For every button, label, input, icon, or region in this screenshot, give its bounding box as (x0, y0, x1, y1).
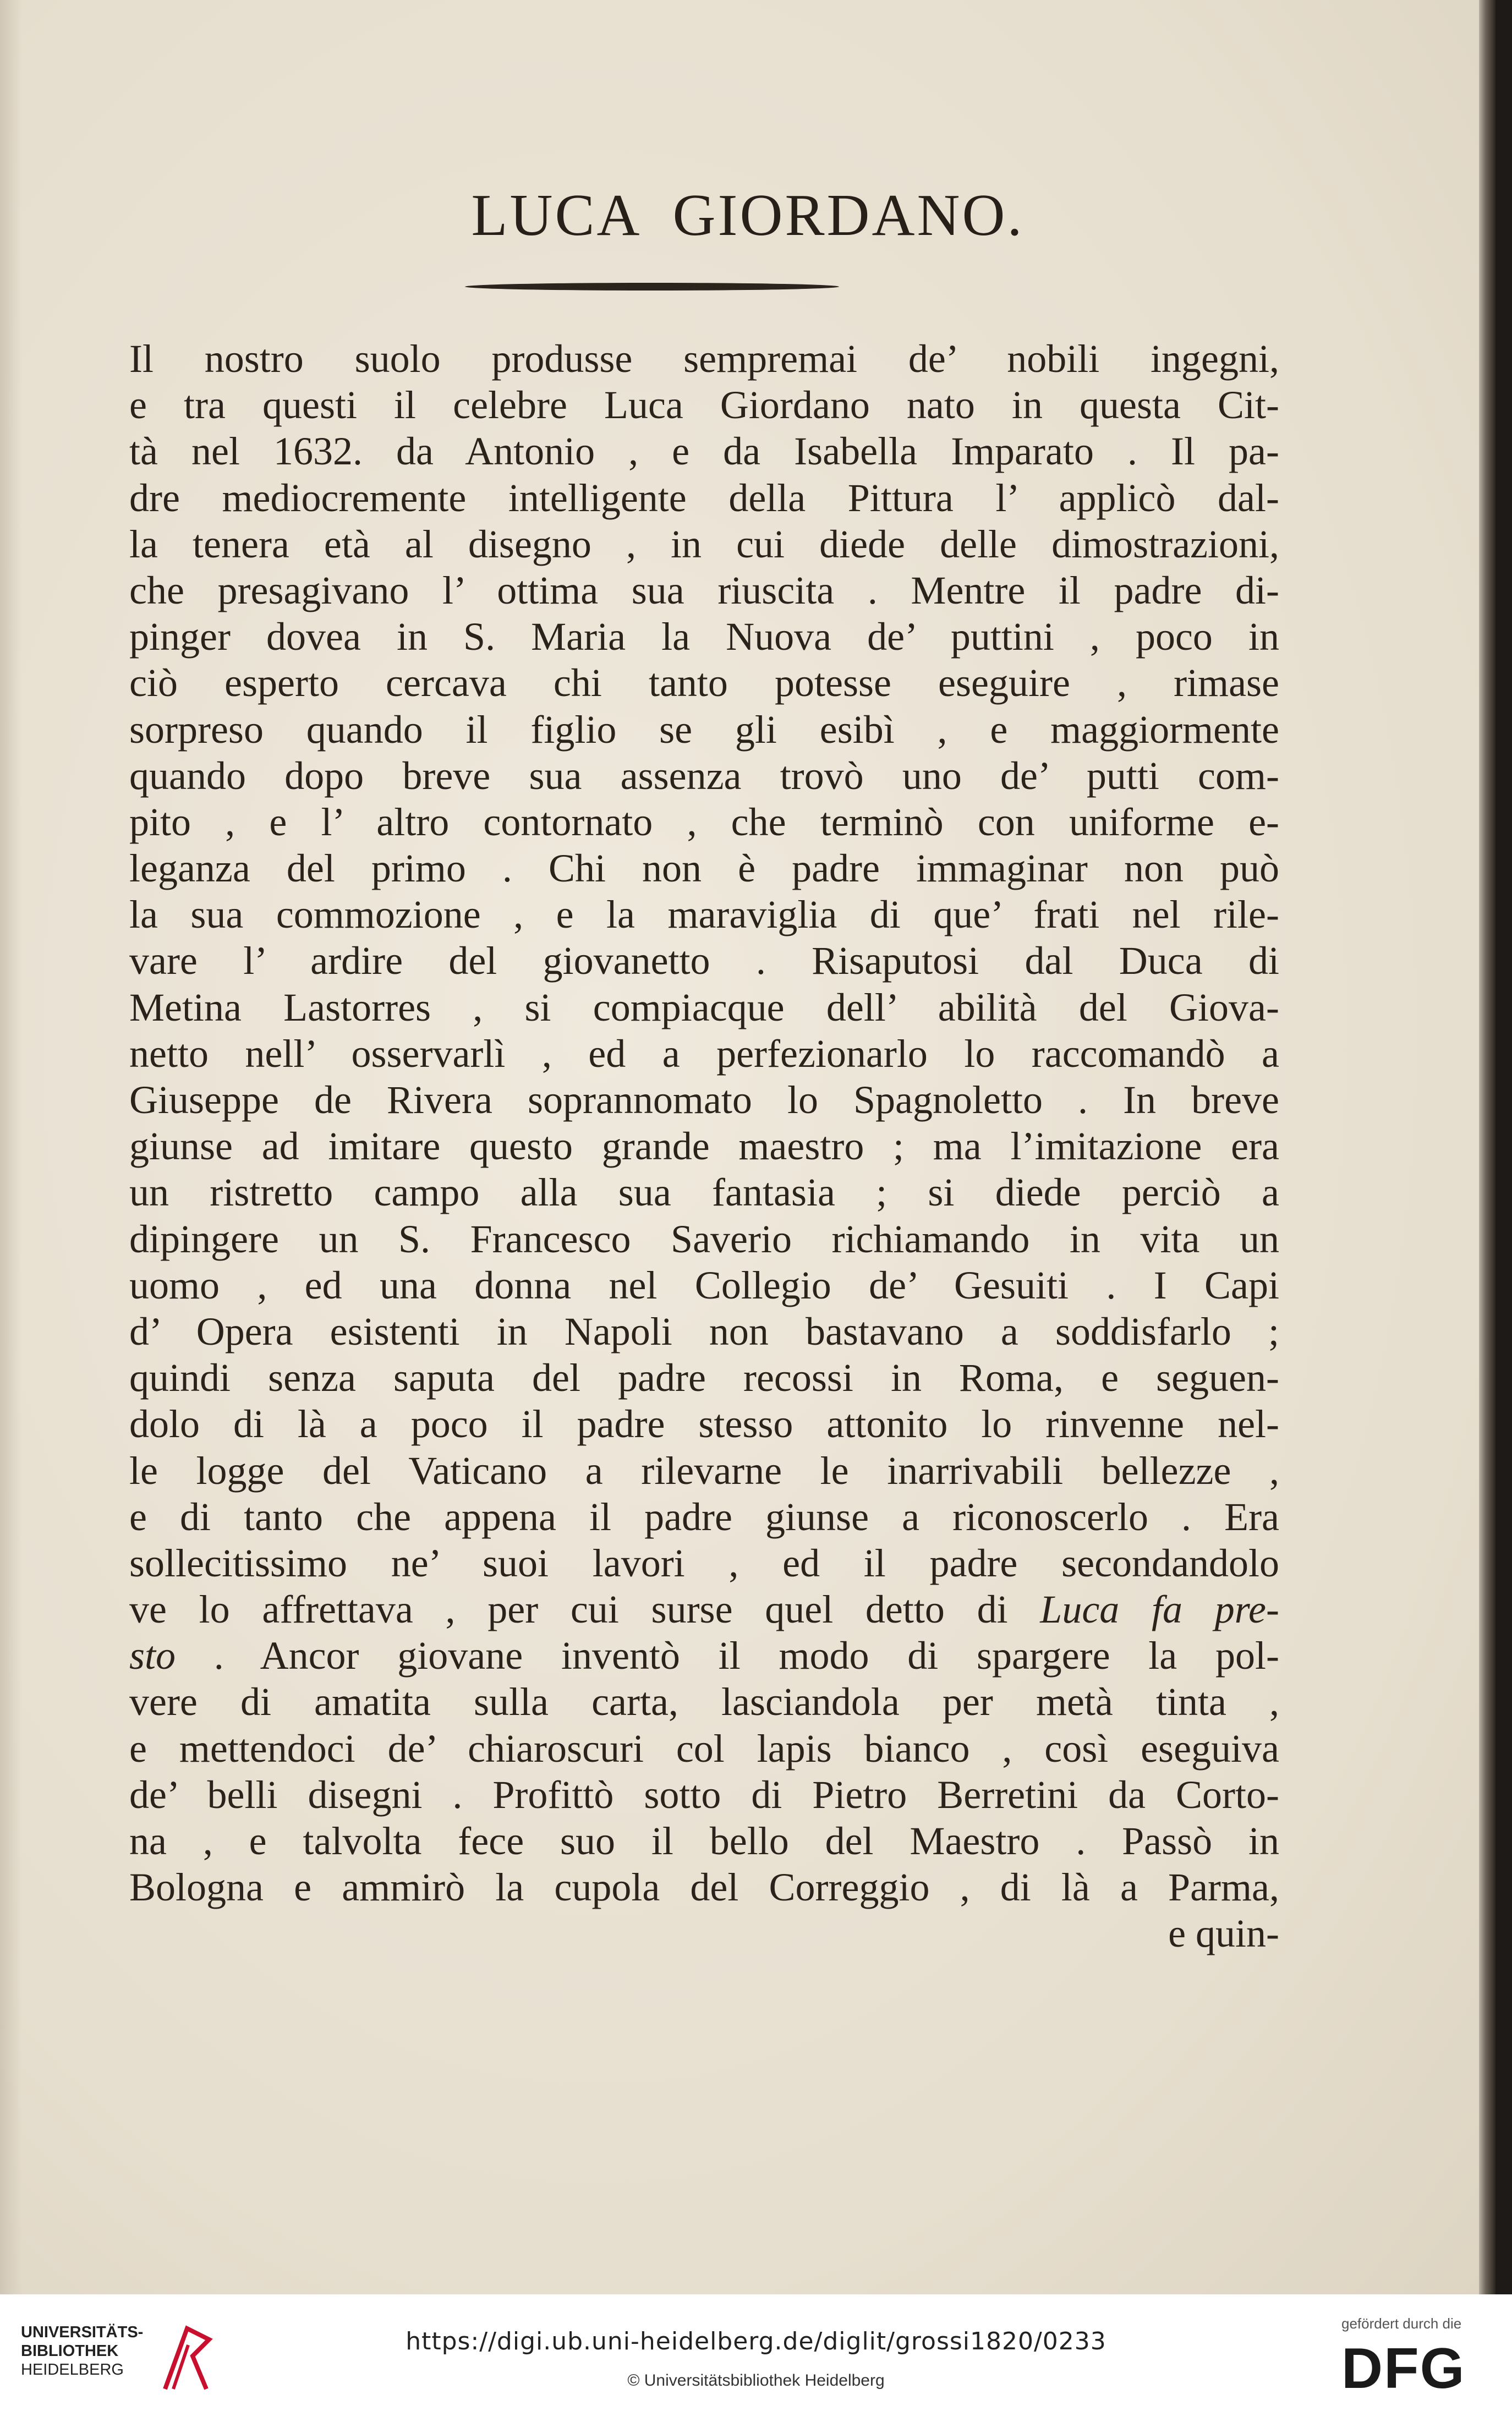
text-line-22: d’ Opera esistenti in Napoli non bastavano a soddisfarlo ; (129, 1309, 1279, 1354)
footer-bar (0, 2294, 1512, 2411)
body-text (129, 336, 1279, 1957)
text-line-1: Il nostro suolo produsse sempremai de’ nobili ingegni, (129, 337, 1279, 381)
text-line-30: vere di amatita sulla carta, lasciandola per metà tinta , (129, 1680, 1279, 1724)
funding-caption: gefördert durch die (1341, 2315, 1462, 2332)
binding-shadow (0, 0, 22, 2294)
italic-phrase: Luca fa pre- (1040, 1587, 1279, 1632)
text-line-33: na , e talvolta fece suo il bello del Maestro . Passò in (129, 1819, 1279, 1863)
text-line-31: e mettendoci de’ chiaroscuri col lapis bianco , così eseguiva (129, 1726, 1279, 1771)
page-edge (1479, 0, 1495, 2294)
text-line-18: giunse ad imitare questo grande maestro ; ma l’imitazione era (129, 1124, 1279, 1169)
text-line-15: Metina Lastorres , si compiacque dell’ abilità del Giova- (129, 985, 1279, 1029)
text-line-25: le logge del Vaticano a rilevarne le inarrivabili bellezze , (129, 1448, 1279, 1493)
text-line-2: e tra questi il celebre Luca Giordano nato in questa Cit- (129, 383, 1279, 428)
text-line-34: Bologna e ammirò la cupola del Correggio , di là a Parma, (129, 1865, 1279, 1910)
page-title: LUCA GIORDANO. (471, 183, 1025, 248)
text-line-29 (129, 1632, 1279, 1679)
text-line-9: sorpreso quando il figlio se gli esibì , e maggiormente (129, 707, 1279, 752)
text-line-13: la sua commozione , e la maraviglia di que’ frati nel rile- (129, 892, 1279, 937)
text-line-7: pinger dovea in S. Maria la Nuova de’ puttini , poco in (129, 615, 1279, 659)
text-line-23: quindi senza saputa del padre recossi in Roma, e seguen- (129, 1356, 1279, 1400)
text-line-29-rest: . Ancor giovane inventò il modo di spargere la pol- (176, 1634, 1279, 1678)
text-line-26: e di tanto che appena il padre giunse a riconoscerlo . Era (129, 1494, 1279, 1539)
text-line-21: uomo , ed una donna nel Collegio de’ Gesuiti . I Capi (129, 1263, 1279, 1307)
text-line-4: dre mediocremente intelligente della Pittura l’ applicò dal- (129, 475, 1279, 520)
text-line-17: Giuseppe de Rivera soprannomato lo Spagnoletto . In breve (129, 1078, 1279, 1122)
text-line-11: pito , e l’ altro contornato , che terminò con uniforme e- (129, 799, 1279, 844)
title-rule (465, 283, 839, 291)
text-line-8: ciò esperto cercava chi tanto potesse eseguire , rimase (129, 661, 1279, 705)
text-line-14: vare l’ ardire del giovanetto . Risaputosi dal Duca di (129, 939, 1279, 983)
text-line-24: dolo di là a poco il padre stesso attonito lo rinvenne nel- (129, 1402, 1279, 1446)
text-line-12: leganza del primo . Chi non è padre immaginar non può (129, 846, 1279, 891)
text-line-27: sollecitissimo ne’ suoi lavori , ed il padre secondandolo (129, 1541, 1279, 1585)
text-line-19: un ristretto campo alla sua fantasia ; si diede perciò a (129, 1170, 1279, 1215)
text-line-28: ve lo affrettava , per cui surse quel detto di Luca fa pre- (129, 1587, 1279, 1632)
dfg-logo[interactable]: DFG (1341, 2337, 1466, 2401)
text-line-20: dipingere un S. Francesco Saverio richiamando in vita un (129, 1217, 1279, 1261)
copyright-notice: © Universitätsbibliothek Heidelberg (627, 2371, 885, 2390)
library-name: UNIVERSITÄTS- BIBLIOTHEK HEIDELBERG (21, 2324, 144, 2379)
text-line-32: de’ belli disegni . Profittò sotto di Pietro Berretini da Corto- (129, 1772, 1279, 1817)
catchword: e quin- (1168, 1911, 1279, 1956)
permalink-url[interactable]: https://digi.ub.uni-heidelberg.de/diglit/grossi1820/0233 (406, 2327, 1106, 2355)
text-line-3: tà nel 1632. da Antonio , e da Isabella Imparato . Il pa- (129, 429, 1279, 474)
text-line-6: che presagivano l’ ottima sua riuscita . Mentre il padre di- (129, 568, 1279, 612)
text-line-10: quando dopo breve sua assenza trovò uno de’ putti com- (129, 753, 1279, 798)
text-line-16: netto nell’ osservarlì , ed a perfezionarlo lo raccomandò a (129, 1031, 1279, 1076)
text-line-5: la tenera età al disegno , in cui diede delle dimostrazioni, (129, 522, 1279, 566)
italic-phrase-end: sto (129, 1634, 176, 1678)
